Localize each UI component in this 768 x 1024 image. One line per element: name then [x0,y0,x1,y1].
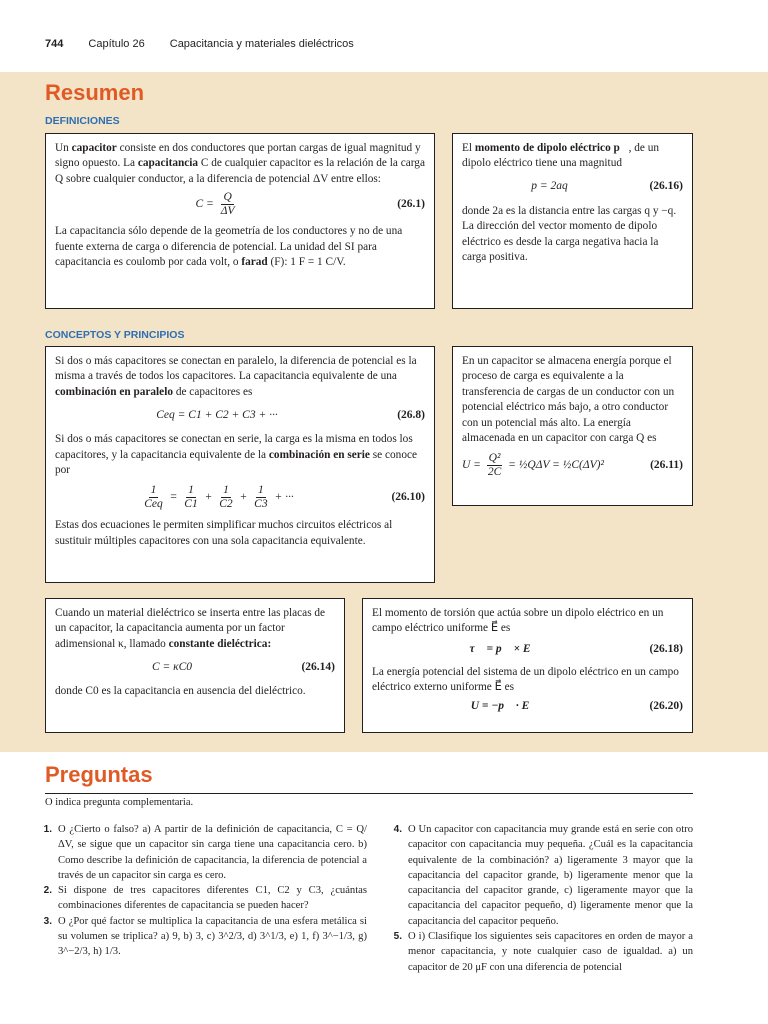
simplification-text: Estas dos ecuaciones le permiten simplificar muchos circuitos eléctricos al sustituir múltiples capacitores con una sola capacitancia equivalente. [55,519,393,547]
summary-title: Resumen [45,80,145,105]
equation-26-14: C = κC0 (26.14) [151,660,335,673]
question-item: 1. O ¿Cierto o falso? a) A partir de la definición de capacitancia, C = Q/ΔV, se sigue que un capacitor sin carga tiene una capacitancia cero. b) Como describe la definición de capacitancia, la diferencia de potencial a través de un capacitor sin carga es cero. [43,824,367,881]
questions-column-right [380,822,693,1017]
section-rule [45,793,693,794]
definitions-heading: DEFINICIONES [45,115,120,127]
capacitance-units-text: La capacitancia sólo depende de la geometría de los conductores y no de una fuente externa de carga o diferencia de potencial. La unidad del SI para capacitancia es coulomb por cada volt, o farad (F): 1 F = 1 C/V. [55,225,403,269]
capacitor-combinations-box [45,346,435,583]
dielectric-text: Cuando un material dieléctrico se inserta entre las placas de un capacitor, la capacitancia aumenta por un factor adimensional κ, llamado constante dieléctrica: [55,607,326,650]
equation-number: (26.1) [397,198,425,211]
equation-26-18: τ⃗ = p⃗ × E⃗ (26.18) [469,643,683,656]
dipole-potential-energy-text: La energía potencial del sistema de un dipolo eléctrico en un campo eléctrico externo uniforme E⃗ es [372,665,679,694]
equation-26-16: p = 2aq (26.16) [531,180,683,193]
capacitor-definition-text: Un capacitor consiste en dos conductores que portan cargas de igual magnitud y signo opuesto. La capacitancia C de cualquier capacitor es la relación de la carga Q sobre cualquier conductor, a la diferencia de potencial ΔV entre ellos: [55,142,425,185]
stored-energy-box [452,346,693,506]
series-text: Si dos o más capacitores se conectan en serie, la carga es la misma en todos los capacitores, y la capacitancia equivalente de la combinación en serie se conoce por [55,433,417,477]
questions-note: O indica pregunta complementaria. [45,797,194,808]
chapter-title: Capacitancia y materiales dieléctricos [169,38,354,50]
question-item: 2. Si dispone de tres capacitores diferentes C1, C2 y C3, ¿cuántas combinaciones diferentes de capacitancia se pueden hacer? [43,885,367,912]
dipole-direction-text: donde 2a es la distancia entre las cargas q y −q. La dirección del vector momento de dipolo eléctrico es desde la carga negativa hacia la carga positiva. [462,204,677,264]
torque-text: El momento de torsión que actúa sobre un dipolo eléctrico en un campo eléctrico uniforme E⃗ es [372,607,664,635]
equation-26-1: C = $\frac{Q}{\Delta V}$ (26.1) [195,191,425,218]
question-item: 5. O i) Clasifique los siguientes seis capacitores en orden de mayor a menor capacitancia, y note cualquier caso de igualdad. a) un capacitor de 20 μF con una diferencia de potencial [393,931,693,973]
chapter-label: Capítulo 26 [88,38,145,50]
concepts-heading: CONCEPTOS Y PRINCIPIOS [45,329,185,341]
dipole-moment-text: El momento de dipolo eléctrico p⃗, de un dipolo eléctrico tiene una magnitud [462,142,660,170]
stored-energy-text: En un capacitor se almacena energía porque el proceso de carga es equivalente a la transferencia de cargas de un conductor con un potencial eléctrico más bajo, a otro conductor con un potencial más alto. La energía almacenada en un capacitor con carga Q es [462,355,675,445]
torque-energy-box [362,598,693,733]
running-header [45,38,725,54]
questions-column-left [30,822,367,960]
dielectric-box [45,598,345,733]
equation-26-8: Ceq = C1 + C2 + C3 + ··· (26.8) [156,408,425,421]
question-item: 4. O Un capacitor con capacitancia muy grande está en serie con otro capacitor con capacitancia muy pequeña. ¿Cuál es la capacitancia equivalente de la combinación? a) ligeramente 3 mayor que la capacitancia del capacitor grande, b) ligeramente menor que la capacitancia del capacitor grande, c) ligeramente mayor que la capacitancia del capacitor pequeño, d) ligeramente menor que la capacitancia del capacitor pequeño. [393,824,693,927]
question-item: 3. O ¿Por qué factor se multiplica la capacitancia de una esfera metálica si su volumen se triplica? a) 9, b) 3, c) 3^2/3, d) 3^1/3, e) 1, f) 3^−1/3, g) 3^−2/3, h) 1/3. [43,915,367,958]
equation-26-10: $\frac{1}{\text{Ceq}}$ = $\frac{1}{C1}$ + $\frac{1}{C2}$ + $\frac{1}{C3}$ + ··· (26.10) [144,483,425,510]
c0-definition-text: donde C0 es la capacitancia en ausencia del dieléctrico. [55,685,306,698]
questions-title: Preguntas [45,762,153,787]
capacitor-definition-box [45,133,435,309]
dipole-moment-box [452,133,693,309]
parallel-text: Si dos o más capacitores se conectan en paralelo, la diferencia de potencial es la misma a través de todos los capacitores. La capacitancia equivalente de una combinación en paralelo de capacitores es [55,355,417,398]
page-number: 744 [45,38,64,50]
equation-26-20: U = −p⃗ · E⃗ (26.20) [470,699,683,712]
equation-26-11: U = $\frac{\text{Q²}}{2C}$ = ½QΔV = ½C(ΔV)² (26.11) [462,451,683,478]
